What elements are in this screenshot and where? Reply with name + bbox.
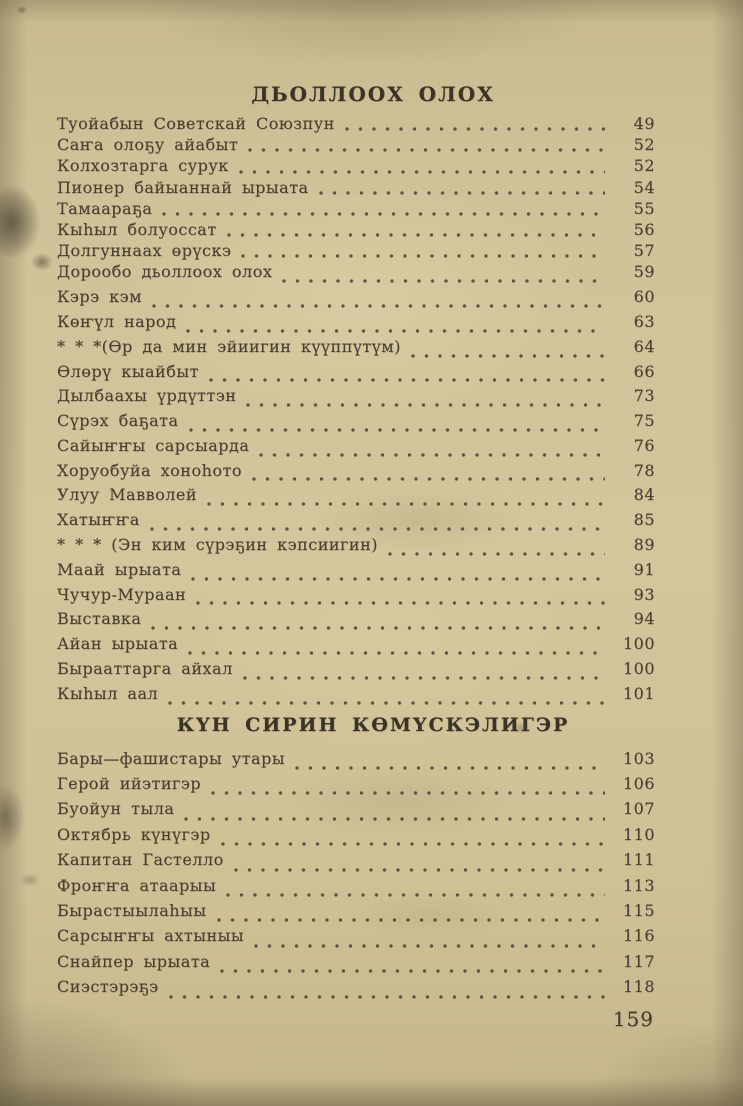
toc-entry-page-number: 91 bbox=[633, 559, 655, 579]
dot-leader bbox=[169, 987, 605, 1003]
toc-entry-title: Герой ийэтигэр bbox=[57, 774, 202, 794]
dot-leader bbox=[239, 162, 605, 178]
dot-leader bbox=[217, 910, 605, 926]
toc-row bbox=[57, 634, 689, 659]
toc-entry-title: Көҥүл народ bbox=[57, 311, 177, 331]
toc-entry-title: Долгуннаах өрүскэ bbox=[57, 241, 232, 261]
toc-sections bbox=[57, 0, 689, 1003]
toc-row bbox=[57, 135, 689, 156]
toc-entry-page-number: 73 bbox=[633, 386, 655, 406]
toc-entry-title: Чучур-Мураан bbox=[57, 584, 187, 604]
toc-entry-title: Пионер байыаннай ырыата bbox=[57, 177, 309, 197]
toc-row bbox=[57, 684, 689, 709]
toc-entry-title: Маай ырыата bbox=[57, 559, 182, 579]
dot-leader bbox=[196, 593, 605, 609]
dot-leader bbox=[227, 225, 605, 241]
dot-leader bbox=[226, 885, 605, 901]
toc-entry-title: Снайпер ырыата bbox=[57, 951, 211, 971]
toc-entry-title: Капитан Гастелло bbox=[57, 850, 224, 870]
toc-entry-page-number: 111 bbox=[622, 850, 655, 870]
toc-entry-page-number: 66 bbox=[633, 361, 655, 381]
dot-leader bbox=[191, 569, 605, 585]
toc-entry-page-number: 118 bbox=[622, 977, 655, 997]
dot-leader bbox=[162, 204, 605, 220]
toc-row bbox=[57, 977, 689, 1002]
toc-row bbox=[57, 436, 689, 461]
toc-row bbox=[57, 178, 689, 199]
toc-row bbox=[57, 312, 689, 337]
dot-leader bbox=[411, 346, 605, 362]
toc-entry-title: Сайыҥҥы сарсыарда bbox=[57, 435, 250, 455]
toc-entry-title: Буойун тыла bbox=[57, 799, 175, 819]
dot-leader bbox=[282, 271, 605, 287]
toc-row bbox=[57, 114, 689, 135]
toc-row bbox=[57, 386, 689, 411]
dot-leader bbox=[248, 140, 605, 156]
toc-entry-page-number: 107 bbox=[622, 799, 655, 819]
dot-leader bbox=[152, 296, 605, 312]
toc-row bbox=[57, 220, 689, 241]
toc-entry-title: Выставка bbox=[57, 609, 142, 629]
dot-leader bbox=[295, 758, 605, 774]
toc-entry-page-number: 94 bbox=[633, 609, 655, 629]
toc-row bbox=[57, 799, 689, 824]
dot-leader bbox=[184, 809, 605, 825]
toc-entry-title: * * *(Өр да мин эйиигин күүппүтүм) bbox=[57, 336, 401, 356]
toc-entry-page-number: 100 bbox=[622, 659, 655, 679]
toc-entry-title: Айан ырыата bbox=[57, 634, 179, 654]
dot-leader bbox=[388, 544, 605, 560]
toc-entry-page-number: 100 bbox=[622, 634, 655, 654]
toc-entry-page-number: 116 bbox=[622, 926, 655, 946]
toc-entry-page-number: 76 bbox=[633, 435, 655, 455]
dot-leader bbox=[345, 119, 605, 135]
toc-row bbox=[57, 411, 689, 436]
toc-entry-title: Туойабын Советскай Союзпун bbox=[57, 114, 335, 133]
toc-entry-page-number: 55 bbox=[633, 198, 655, 218]
toc-row bbox=[57, 485, 689, 510]
toc-entry-title: Дылбаахы үрдүттэн bbox=[57, 386, 237, 406]
toc-entry-page-number: 117 bbox=[622, 951, 655, 971]
toc-entry-page-number: 110 bbox=[622, 824, 655, 844]
dot-leader bbox=[209, 370, 605, 386]
toc-entry-title: Бырааттарга айхал bbox=[57, 659, 233, 679]
toc-row bbox=[57, 535, 689, 560]
toc-entry-page-number: 78 bbox=[633, 460, 655, 480]
dot-leader bbox=[151, 618, 605, 634]
toc-row bbox=[57, 585, 689, 610]
toc-entry-page-number: 64 bbox=[633, 336, 655, 356]
dot-leader bbox=[186, 321, 605, 337]
toc-row bbox=[57, 749, 689, 774]
toc-entry-title: Өлөрү кыайбыт bbox=[57, 361, 199, 381]
toc-entry-title: Сарсыҥҥы ахтыныы bbox=[57, 926, 245, 946]
dot-leader bbox=[243, 668, 605, 684]
toc-entry-title: Саҥа олоҕу айабыт bbox=[57, 135, 239, 155]
dot-leader bbox=[259, 445, 605, 461]
dot-leader bbox=[234, 860, 605, 876]
toc-row bbox=[57, 337, 689, 362]
toc-row bbox=[57, 926, 689, 951]
toc-entry-page-number: 84 bbox=[633, 485, 655, 505]
toc-row bbox=[57, 362, 689, 387]
toc-entry-title: Хатыҥҥа bbox=[57, 510, 140, 530]
toc-entry-page-number: 113 bbox=[622, 875, 655, 895]
toc-entry-page-number: 57 bbox=[633, 241, 655, 261]
toc-row bbox=[57, 510, 689, 535]
toc-row bbox=[57, 952, 689, 977]
toc-row bbox=[57, 241, 689, 262]
toc-entry-title: Кыһыл аал bbox=[57, 683, 159, 703]
toc-entry-title: Хоруобуйа хоноһото bbox=[57, 460, 243, 480]
toc-row bbox=[57, 901, 689, 926]
toc-row bbox=[57, 287, 689, 312]
toc-entry-title: Бары—фашистары утары bbox=[57, 748, 286, 768]
toc-row bbox=[57, 774, 689, 799]
toc-row bbox=[57, 609, 689, 634]
toc-row bbox=[57, 560, 689, 585]
toc-entry-title: Тамаараҕа bbox=[57, 198, 153, 218]
toc-entry-title: Сүрэх баҕата bbox=[57, 411, 179, 431]
toc-entry-page-number: 93 bbox=[633, 584, 655, 604]
toc-entry-page-number: 49 bbox=[633, 114, 655, 133]
toc-row bbox=[57, 262, 689, 287]
dot-leader bbox=[246, 395, 605, 411]
toc-entry-title: Кэрэ кэм bbox=[57, 287, 143, 307]
page-number: 159 bbox=[612, 1007, 654, 1031]
toc-entry-title: * * * (Эн ким сүрэҕин кэпсиигин) bbox=[57, 535, 378, 555]
toc-entry-page-number: 106 bbox=[622, 774, 655, 794]
section-heading: ДЬОЛЛООХ ОЛОХ bbox=[251, 82, 495, 106]
toc-entry-page-number: 56 bbox=[633, 219, 655, 239]
toc-section bbox=[57, 714, 689, 1003]
toc-entry-title: Бырастыылаһыы bbox=[57, 901, 207, 920]
toc-entry-title: Октябрь күнүгэр bbox=[57, 824, 211, 844]
toc-entry-page-number: 63 bbox=[633, 311, 655, 331]
dot-leader bbox=[319, 183, 605, 199]
toc-entry-page-number: 52 bbox=[633, 135, 655, 155]
toc-entry-page-number: 101 bbox=[622, 683, 655, 703]
toc-entry-page-number: 54 bbox=[633, 177, 655, 197]
table-of-contents bbox=[57, 0, 689, 1003]
dot-leader bbox=[211, 783, 605, 799]
dot-leader bbox=[220, 961, 605, 977]
toc-entry-page-number: 75 bbox=[633, 411, 655, 431]
dot-leader bbox=[168, 693, 605, 709]
toc-section bbox=[57, 0, 689, 709]
dot-leader bbox=[221, 834, 605, 850]
dot-leader bbox=[252, 469, 605, 485]
dot-leader bbox=[188, 643, 605, 659]
dot-leader bbox=[150, 519, 605, 535]
toc-entry-title: Колхозтарга сурук bbox=[57, 156, 229, 176]
toc-row bbox=[57, 156, 689, 177]
toc-row bbox=[57, 850, 689, 875]
toc-entry-page-number: 115 bbox=[622, 901, 655, 920]
toc-row bbox=[57, 199, 689, 220]
toc-entry-title: Улуу Мавволей bbox=[57, 485, 198, 505]
toc-row bbox=[57, 461, 689, 486]
toc-row bbox=[57, 876, 689, 901]
dot-leader bbox=[189, 420, 605, 436]
toc-entry-title: Сиэстэрэҕэ bbox=[57, 977, 159, 997]
toc-entry-page-number: 85 bbox=[633, 510, 655, 530]
toc-entry-page-number: 89 bbox=[633, 535, 655, 555]
toc-entry-page-number: 103 bbox=[622, 748, 655, 768]
toc-row bbox=[57, 659, 689, 684]
section-heading: КҮН СИРИН КӨМҮСКЭЛИГЭР bbox=[176, 713, 570, 736]
toc-entry-title: Фроҥҥа атаарыы bbox=[57, 875, 217, 895]
toc-entry-page-number: 60 bbox=[633, 287, 655, 307]
toc-entry-title: Кыһыл болуоссат bbox=[57, 219, 217, 239]
toc-row bbox=[57, 825, 689, 850]
toc-entry-page-number: 52 bbox=[633, 156, 655, 176]
dot-leader bbox=[207, 494, 605, 510]
toc-entry-page-number: 59 bbox=[633, 262, 655, 282]
toc-entry-title: Дорообо дьоллоох олох bbox=[57, 262, 273, 282]
dot-leader bbox=[254, 936, 605, 952]
dot-leader bbox=[241, 246, 605, 262]
